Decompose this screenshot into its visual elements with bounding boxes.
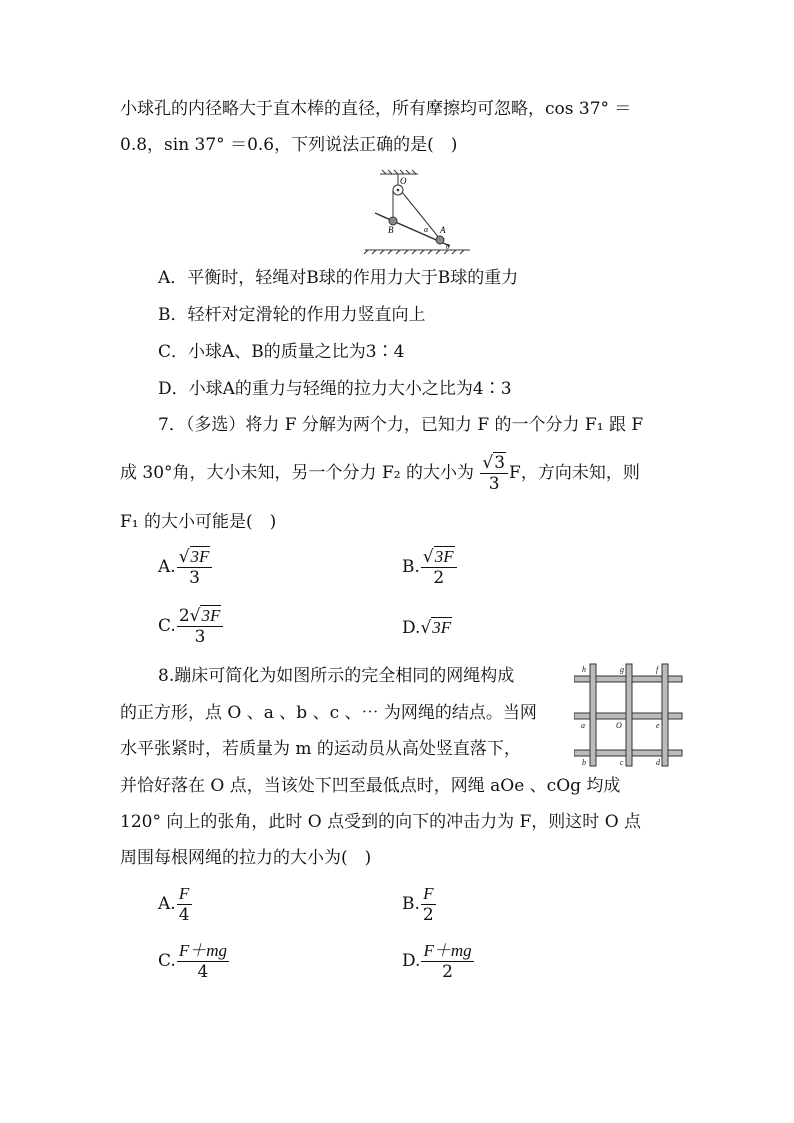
net-figure <box>574 662 684 768</box>
sqrt: √3 <box>482 453 506 473</box>
q6-option-d: D．小球A的重力与轻绳的拉力大小之比为4∶3 <box>158 379 512 399</box>
q8-line-6: 周围每根网绳的拉力的大小为( ) <box>120 848 372 868</box>
q8-option-a: A. $\frac{F}{4}$ <box>158 884 190 925</box>
q8-line-5: 120° 向上的张角，此时 O 点受到的向下的冲击力为 F，则这时 O 点 <box>120 812 642 832</box>
label-alpha: α <box>424 225 429 234</box>
intro-line-2: 0.8，sin 37° ＝0.6，下列说法正确的是( ) <box>120 135 458 155</box>
q8-line-4: 并恰好落在 O 点，当该处下凹至最低点时，网绳 aOe 、cOg 均成 <box>120 776 621 796</box>
node-h: h <box>582 665 586 674</box>
pulley-rod-figure <box>360 168 480 258</box>
node-b: b <box>582 758 586 767</box>
label-B: B <box>388 225 394 235</box>
q8-line-2: 的正方形，点 O 、a 、b 、c 、⋯ 为网绳的结点。当网 <box>120 703 537 723</box>
q6-option-a: A．平衡时，轻绳对B球的作用力大于B球的重力 <box>158 268 519 288</box>
q7-line-1: 7．（多选）将力 F 分解为两个力，已知力 F 的一个分力 F₁ 跟 F <box>158 415 644 435</box>
ball-A <box>436 236 444 244</box>
node-f: f <box>656 665 659 674</box>
node-O: O <box>616 721 622 730</box>
q7-option-d: D.√3F <box>402 618 452 638</box>
q7-line-2 <box>120 449 640 497</box>
q7-line-2-tail: F，方向未知，则 <box>509 463 640 483</box>
label-theta: θ <box>446 243 450 251</box>
q8-option-d: D. $\frac{F+mg}{2}$ <box>402 941 472 982</box>
ground-hatch <box>364 250 470 254</box>
label-A: A <box>440 225 446 235</box>
node-d: d <box>656 758 660 767</box>
q8-option-c: C. $\frac{F+mg}{4}$ <box>158 941 227 982</box>
q8-line-1: 8.蹦床可简化为如图所示的完全相同的网绳构成 <box>158 666 515 686</box>
label-O: O <box>400 176 407 186</box>
ball-B <box>389 217 397 225</box>
q7-option-a: A. $\frac{√3F}{3}$ <box>158 544 213 590</box>
q7-option-c: C. $\frac{2√3F}{3}$ <box>158 603 224 649</box>
q7-line-3: F₁ 的大小可能是( ) <box>120 512 277 532</box>
node-g: g <box>620 665 624 674</box>
q7-line-2-text: 成 30°角，大小未知，另一个分力 F₂ 的大小为 <box>120 463 474 483</box>
q7-fraction: $\frac{√3}{3}$ <box>480 453 508 494</box>
node-a: a <box>581 721 585 730</box>
q6-option-b: B．轻杆对定滑轮的作用力竖直向上 <box>158 305 426 325</box>
node-c: c <box>620 758 624 767</box>
intro-line-1: 小球孔的内径略大于直木棒的直径，所有摩擦均可忽略，cos 37° ＝ <box>120 99 632 119</box>
q8-line-3: 水平张紧时，若质量为 m 的运动员从高处竖直落下， <box>120 739 521 759</box>
q8-option-b: B. $\frac{F}{2}$ <box>402 884 434 925</box>
ceiling-hatch <box>380 170 418 174</box>
node-e: e <box>656 721 660 730</box>
q7-option-b: B. $\frac{√3F}{2}$ <box>402 544 458 590</box>
q6-option-c: C．小球A、B的质量之比为3∶4 <box>158 342 405 362</box>
